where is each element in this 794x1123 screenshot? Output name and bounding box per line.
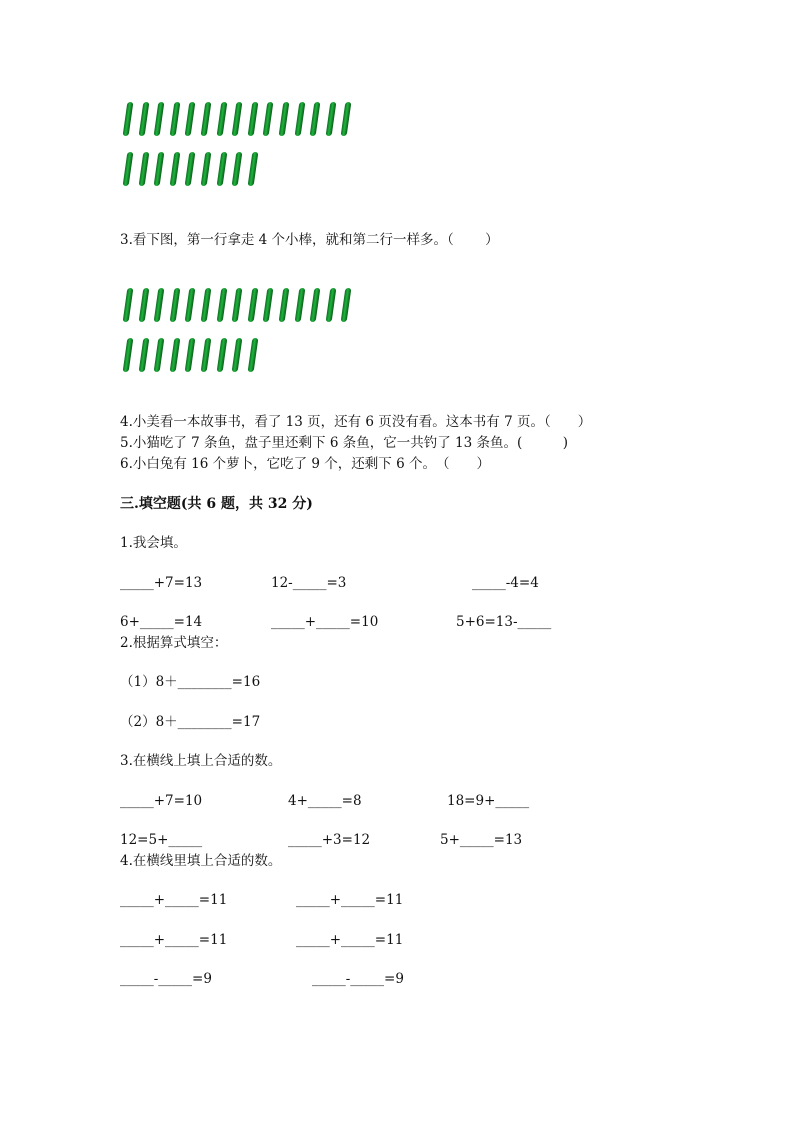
fill-q4-r3-c2: _____-_____=9 xyxy=(312,971,404,987)
stick-icon xyxy=(169,288,180,322)
stick-icon xyxy=(169,152,180,186)
judgement-q6: 6.小白兔有 16 个萝卜，它吃了 9 个，还剩下 6 个。 （ ） xyxy=(120,456,490,472)
fill-q1-r2-c3: 5+6=13-_____ xyxy=(456,614,552,630)
stick-icon xyxy=(138,288,149,322)
stick-row-2b xyxy=(125,338,275,374)
stick-icon xyxy=(154,288,165,322)
fill-q1-r1-c3: _____-4=4 xyxy=(472,575,539,591)
stick-icon xyxy=(247,288,258,322)
fill-q3-r2-c2: _____+3=12 xyxy=(288,832,371,848)
stick-icon xyxy=(294,102,305,136)
stick-icon xyxy=(201,338,212,372)
stick-row-1b xyxy=(125,152,275,188)
stick-icon xyxy=(247,152,258,186)
judgement-q3: 3.看下图，第一行拿走 4 个小棒，就和第二行一样多。（ ） xyxy=(120,232,499,248)
stick-icon xyxy=(310,102,321,136)
fill-q3-r2-c3: 5+_____=13 xyxy=(440,832,523,848)
stick-icon xyxy=(325,102,336,136)
fill-q4-r2-c2: _____+_____=11 xyxy=(296,932,404,948)
stick-icon xyxy=(123,102,134,136)
stick-icon xyxy=(201,288,212,322)
fill-q3-r1-c1: _____+7=10 xyxy=(120,793,203,809)
stick-icon xyxy=(341,102,352,136)
fill-q1-r2-c1: 6+_____=14 xyxy=(120,614,203,630)
fill-q1-r1-c1: _____+7=13 xyxy=(120,575,203,591)
stick-icon xyxy=(201,152,212,186)
stick-icon xyxy=(247,338,258,372)
fill-q4-r1-c1: _____+_____=11 xyxy=(120,892,228,908)
stick-icon xyxy=(216,102,227,136)
stick-icon xyxy=(169,102,180,136)
fill-q3-r1-c2: 4+_____=8 xyxy=(288,793,362,809)
fill-q1-title: 1.我会填。 xyxy=(120,535,187,551)
stick-icon xyxy=(216,338,227,372)
stick-icon xyxy=(216,288,227,322)
fill-q4-title: 4.在横线里填上合适的数。 xyxy=(120,853,282,869)
stick-icon xyxy=(138,338,149,372)
stick-icon xyxy=(154,338,165,372)
fill-q1-r2-c2: _____+_____=10 xyxy=(271,614,379,630)
stick-row-2a xyxy=(125,288,365,324)
stick-icon xyxy=(232,288,243,322)
stick-icon xyxy=(232,152,243,186)
stick-icon xyxy=(201,102,212,136)
stick-icon xyxy=(232,102,243,136)
fill-q4-r1-c2: _____+_____=11 xyxy=(296,892,404,908)
stick-icon xyxy=(232,338,243,372)
stick-icon xyxy=(325,288,336,322)
fill-q3-r2-c1: 12=5+_____ xyxy=(120,832,203,848)
section-title: 三.填空题(共 6 题，共 32 分) xyxy=(120,496,313,512)
stick-icon xyxy=(263,102,274,136)
stick-icon xyxy=(247,102,258,136)
fill-q1-r1-c2: 12-_____=3 xyxy=(271,575,347,591)
stick-icon xyxy=(279,288,290,322)
stick-icon xyxy=(185,102,196,136)
fill-q2-title: 2.根据算式填空： xyxy=(120,635,228,651)
stick-icon xyxy=(185,152,196,186)
fill-q4-r2-c1: _____+_____=11 xyxy=(120,932,228,948)
stick-icon xyxy=(154,152,165,186)
stick-icon xyxy=(341,288,352,322)
stick-icon xyxy=(123,338,134,372)
stick-icon xyxy=(279,102,290,136)
stick-icon xyxy=(263,288,274,322)
fill-q2-b: （2）8＋________=17 xyxy=(120,714,261,730)
fill-q4-r3-c1: _____-_____=9 xyxy=(120,971,212,987)
stick-icon xyxy=(169,338,180,372)
stick-icon xyxy=(154,102,165,136)
stick-icon xyxy=(123,288,134,322)
stick-icon xyxy=(185,338,196,372)
stick-icon xyxy=(185,288,196,322)
judgement-q5: 5.小猫吃了 7 条鱼，盘子里还剩下 6 条鱼，它一共钓了 13 条鱼。( ) xyxy=(120,435,569,451)
stick-icon xyxy=(138,152,149,186)
stick-icon xyxy=(123,152,134,186)
stick-icon xyxy=(138,102,149,136)
fill-q3-r1-c3: 18=9+_____ xyxy=(447,793,530,809)
stick-icon xyxy=(310,288,321,322)
stick-row-1a xyxy=(125,102,365,138)
fill-q3-title: 3.在横线上填上合适的数。 xyxy=(120,753,282,769)
stick-icon xyxy=(216,152,227,186)
fill-q2-a: （1）8＋________=16 xyxy=(120,674,261,690)
judgement-q4: 4.小美看一本故事书，看了 13 页，还有 6 页没有看。这本书有 7 页。（ ） xyxy=(120,414,592,430)
stick-icon xyxy=(294,288,305,322)
